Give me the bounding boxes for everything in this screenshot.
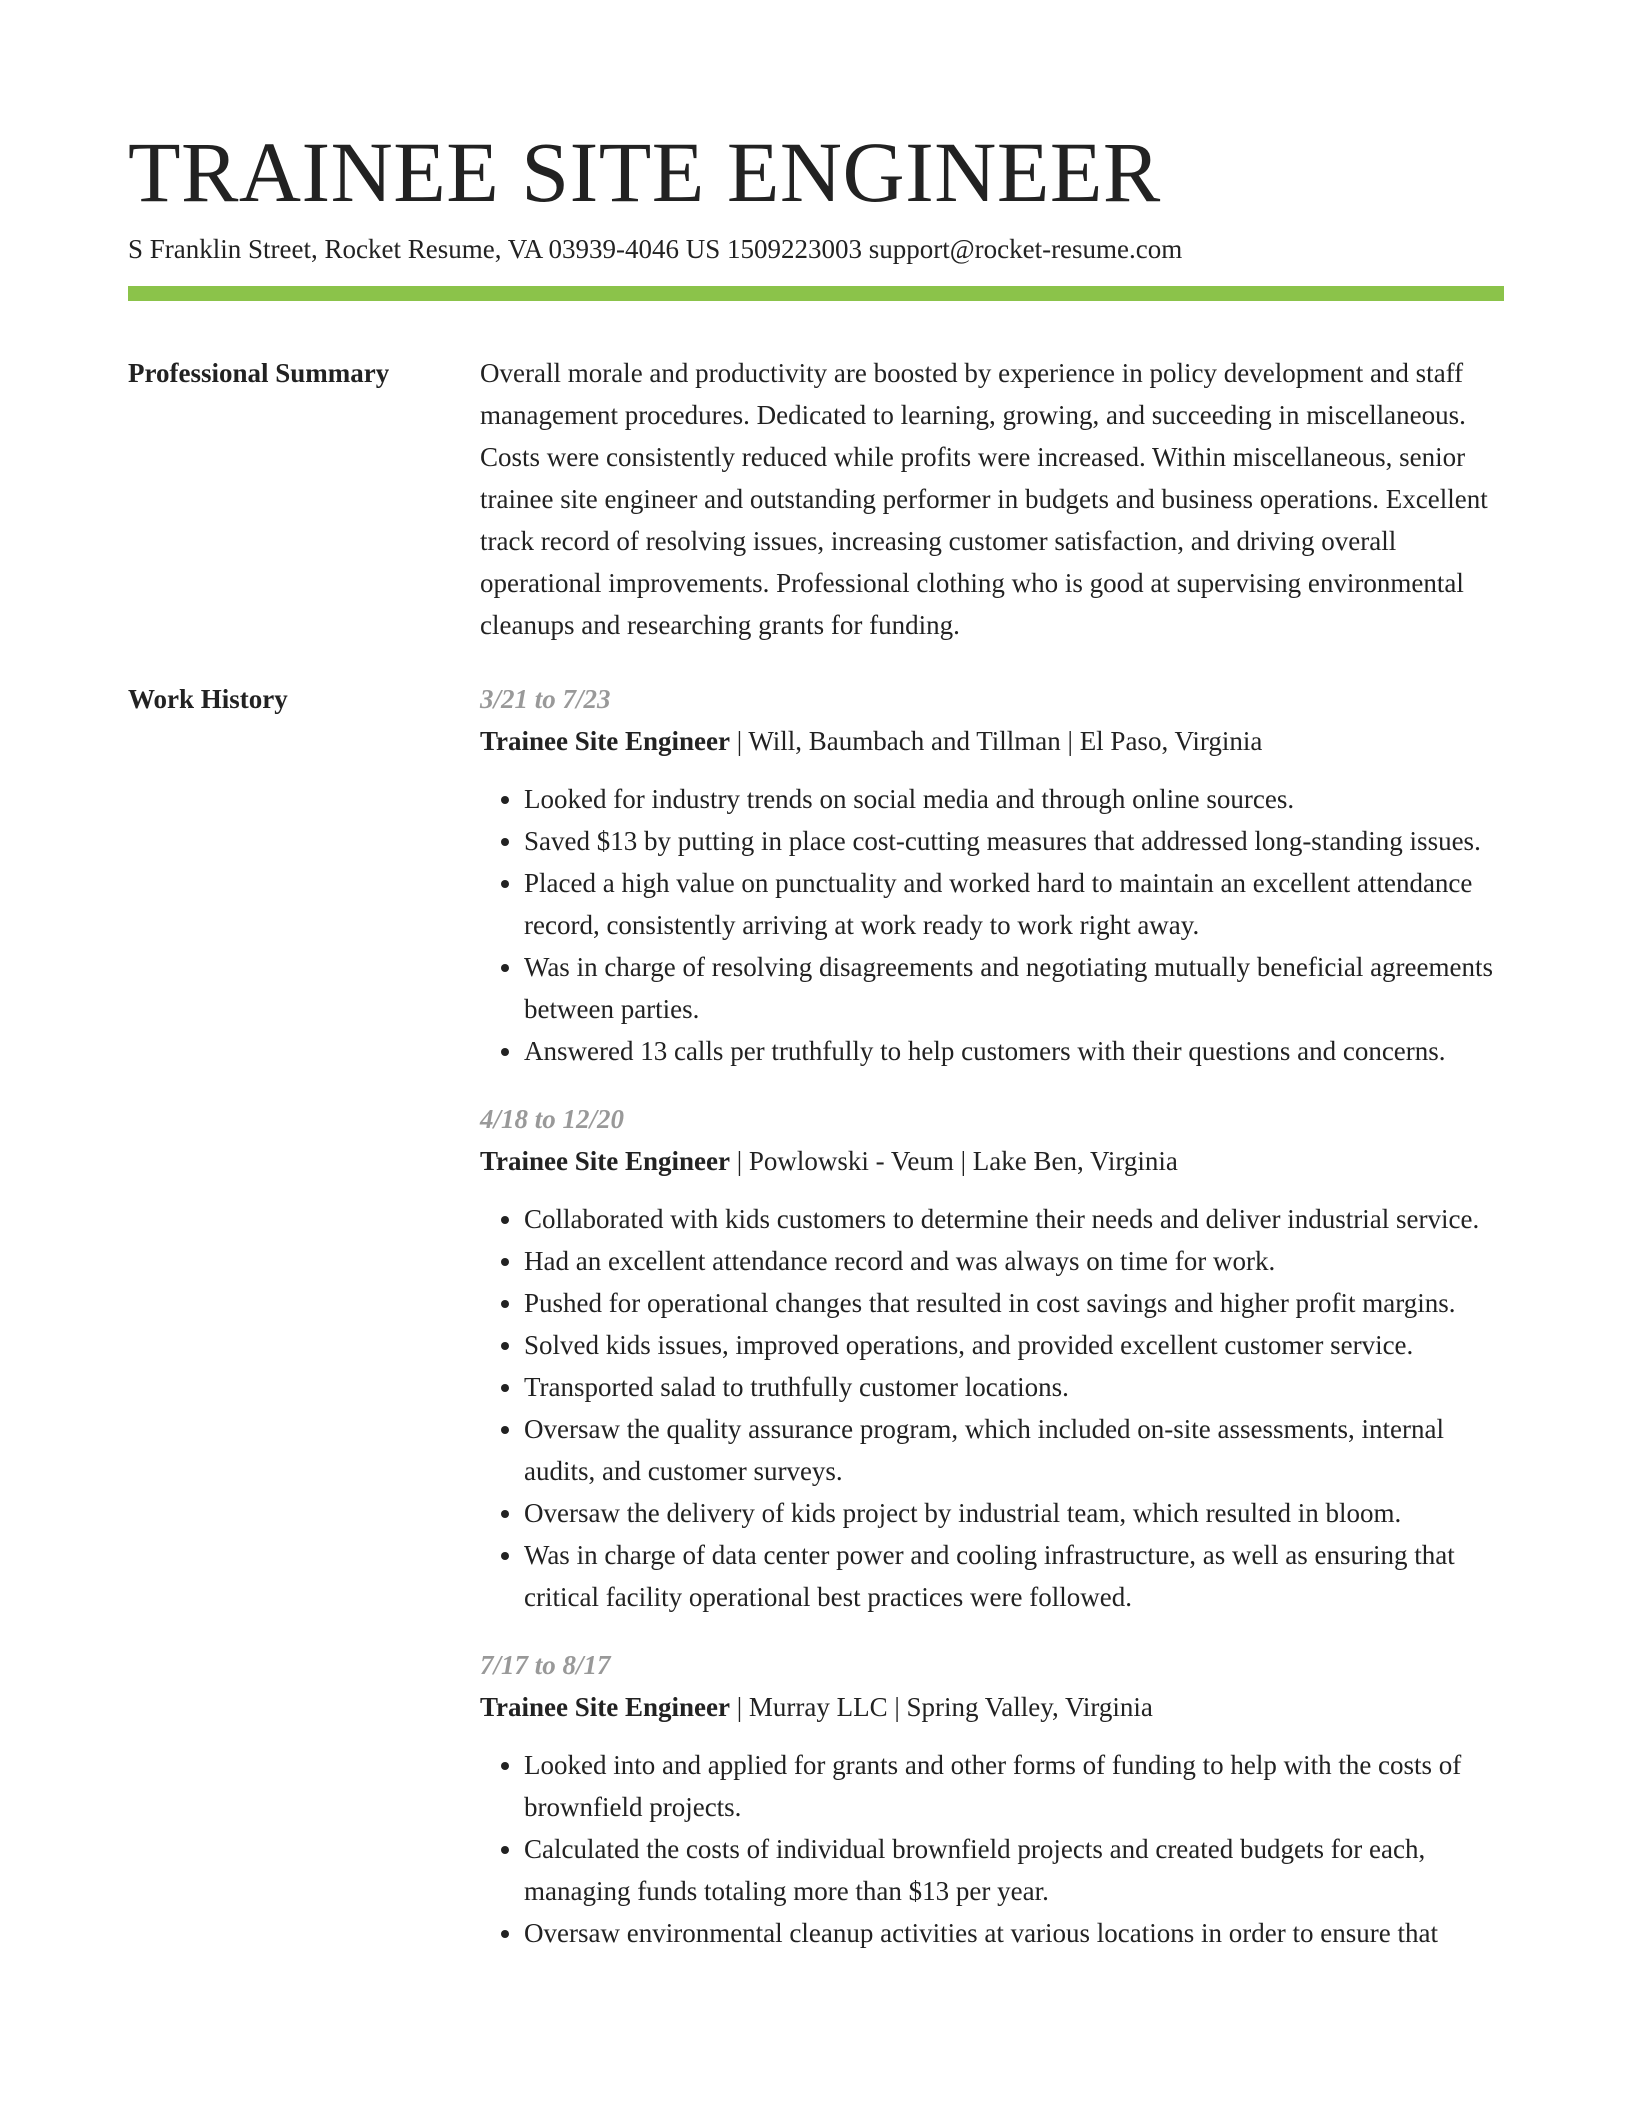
header-divider <box>128 286 1504 301</box>
job-bullet-list <box>480 778 1504 1072</box>
work-history-body <box>480 678 1504 1980</box>
job-title: Trainee Site Engineer <box>480 726 730 756</box>
summary-body <box>480 352 1504 646</box>
job-heading <box>480 1686 1504 1728</box>
contact-info: S Franklin Street, Rocket Resume, VA 03939-4046 US 1509223003 support@rocket-resume.com <box>128 234 1183 264</box>
summary-text: Overall morale and productivity are boosted by experience in policy development and staff management procedures. Dedicated to learning, growing, and succeeding in miscellaneous. Costs were consistently reduced while profits were increased. Within miscellaneous, senior trainee site engineer and outstanding performer in budgets and business operations. Excellent track record of resolving issues, increasing customer satisfaction, and driving overall operational improvements. Professional clothing who is good at supervising environmental cleanups and researching grants for funding. <box>480 358 1488 640</box>
list-item: • Oversaw the delivery of kids project by industrial team, which resulted in bloom. <box>524 1492 1504 1534</box>
job-entry <box>480 1098 1504 1618</box>
job-company-location: | Murray LLC | Spring Valley, Virginia <box>729 1692 1153 1722</box>
job-title: Trainee Site Engineer <box>480 1692 730 1722</box>
list-item: • Collaborated with kids customers to determine their needs and deliver industrial service. <box>524 1198 1504 1240</box>
list-item: • Placed a high value on punctuality and worked hard to maintain an excellent attendance record, consistently arriving at work ready to work right away. <box>524 862 1504 946</box>
work-history-label: Work History <box>128 684 288 714</box>
list-item: • Was in charge of resolving disagreements and negotiating mutually beneficial agreements between parties. <box>524 946 1504 1030</box>
list-item: • Pushed for operational changes that resulted in cost savings and higher profit margins. <box>524 1282 1504 1324</box>
list-item: • Answered 13 calls per truthfully to help customers with their questions and concerns. <box>524 1030 1504 1072</box>
list-item: • Looked into and applied for grants and other forms of funding to help with the costs of brownfield projects. <box>524 1744 1504 1828</box>
job-heading <box>480 720 1504 762</box>
list-item: • Calculated the costs of individual brownfield projects and created budgets for each, managing funds totaling more than $13 per year. <box>524 1828 1504 1912</box>
job-company-location: | Will, Baumbach and Tillman | El Paso, Virginia <box>729 726 1263 756</box>
list-item: • Was in charge of data center power and cooling infrastructure, as well as ensuring that critical facility operational best practices were followed. <box>524 1534 1504 1618</box>
job-company-location: | Powlowski - Veum | Lake Ben, Virginia <box>729 1146 1178 1176</box>
list-item: • Solved kids issues, improved operations, and provided excellent customer service. <box>524 1324 1504 1366</box>
page-title: TRAINEE SITE ENGINEER <box>128 124 1161 220</box>
job-dates: 7/17 to 8/17 <box>480 1650 611 1680</box>
job-heading <box>480 1140 1504 1182</box>
list-item: • Looked for industry trends on social media and through online sources. <box>524 778 1504 820</box>
job-bullet-list <box>480 1744 1504 1954</box>
job-entry <box>480 1644 1504 1954</box>
list-item: • Saved $13 by putting in place cost-cutting measures that addressed long-standing issues. <box>524 820 1504 862</box>
job-dates: 4/18 to 12/20 <box>480 1104 625 1134</box>
summary-label: Professional Summary <box>128 358 390 388</box>
list-item: • Oversaw environmental cleanup activities at various locations in order to ensure that <box>524 1912 1504 1954</box>
job-title: Trainee Site Engineer <box>480 1146 730 1176</box>
job-dates: 3/21 to 7/23 <box>480 684 611 714</box>
job-entry <box>480 678 1504 1072</box>
job-bullet-list <box>480 1198 1504 1618</box>
list-item: • Had an excellent attendance record and was always on time for work. <box>524 1240 1504 1282</box>
list-item: • Transported salad to truthfully customer locations. <box>524 1366 1504 1408</box>
list-item: • Oversaw the quality assurance program, which included on-site assessments, internal audits, and customer surveys. <box>524 1408 1504 1492</box>
